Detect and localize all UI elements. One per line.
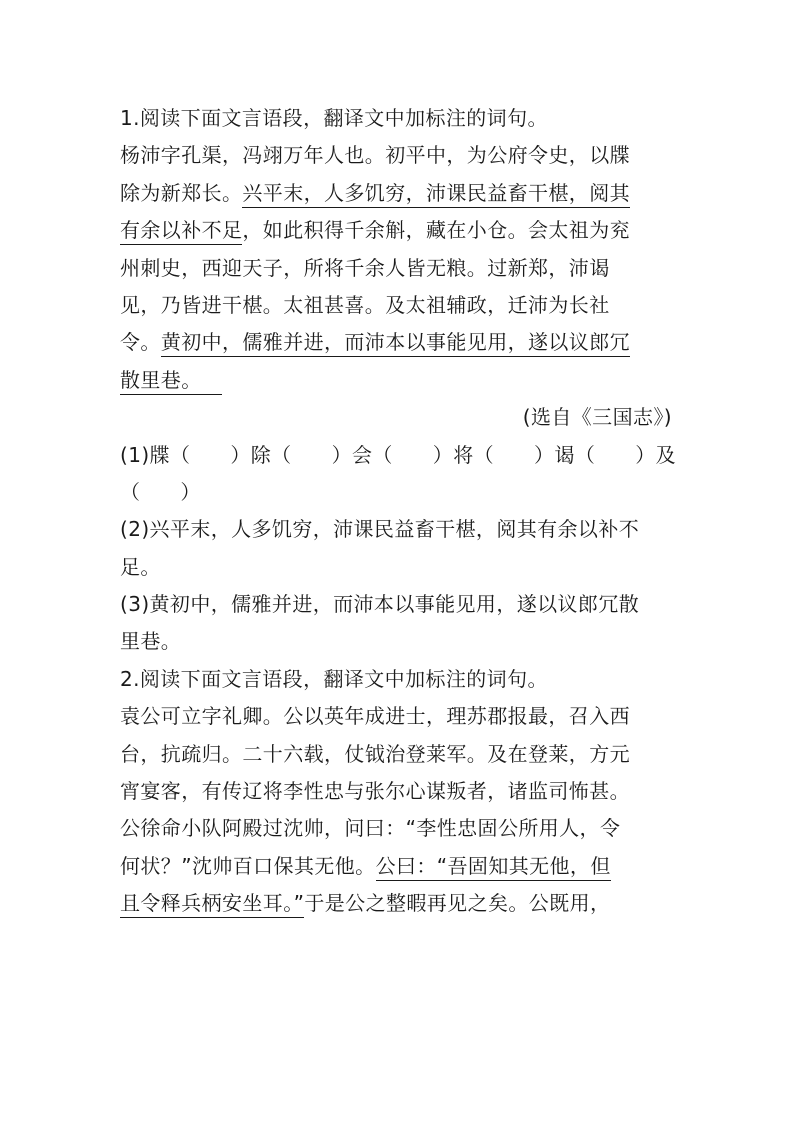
passage-2-line: 袁公可立字礼卿。公以英年成进士，理苏郡报最，召入西 bbox=[120, 704, 630, 729]
underlined-sentence: 有余以补不足 bbox=[120, 218, 242, 245]
sub-question-3: 里巷。 bbox=[120, 629, 182, 654]
passage-2-line: 宵宴客，有传辽将李性忠与张尔心谋叛者，诸监司怖甚。 bbox=[120, 779, 630, 804]
passage-1-line: 州刺史，西迎天子，所将千余人皆无粮。过新郑，沛谒 bbox=[120, 255, 610, 280]
passage-1-line: 见，乃皆进干椹。太祖甚喜。及太祖辅政，迁沛为长社 bbox=[120, 292, 610, 317]
underlined-sentence: 公曰：“吾固知其无他，但 bbox=[376, 854, 611, 881]
question-1-title: 1.阅读下面文言语段，翻译文中加标注的词句。 bbox=[120, 106, 548, 130]
passage-1-line: 除为新郑长。兴平末，人多饥穷，沛课民益畜干椹，阅其 bbox=[120, 175, 680, 212]
question-2-title: 2.阅读下面文言语段，翻译文中加标注的词句。 bbox=[120, 666, 548, 691]
underlined-sentence: 且令释兵柄安坐耳。” bbox=[120, 891, 304, 918]
answer-blank: （ ） bbox=[120, 479, 201, 504]
passage-1-line: 杨沛字孔渠，冯翊万年人也。初平中，为公府令史，以牒 bbox=[120, 143, 630, 168]
source-citation: (选自《三国志》) bbox=[522, 405, 672, 430]
passage-2-line: 公徐命小队阿殿过沈帅，问曰：“李性忠固公所用人，令 bbox=[120, 816, 621, 841]
sub-question-2: (2)兴平末，人多饥穷，沛课民益畜干椹，阅其有余以补不 bbox=[120, 517, 640, 542]
passage-2-line: 且令释兵柄安坐耳。”于是公之整暇再见之矣。公既用， bbox=[120, 885, 680, 922]
passage-1-line: 令。黄初中，儒雅并进，而沛本以事能见用，遂以议郎冗 bbox=[120, 324, 680, 361]
sub-question-1: (1)牒（ ）除（ ）会（ ）将（ ）谒（ ）及 bbox=[120, 442, 677, 467]
passage-1-line bbox=[120, 362, 680, 399]
underlined-sentence: 黄初中，儒雅并进，而沛本以事能见用，遂以议郎冗 bbox=[161, 330, 630, 357]
sub-question-2: 足。 bbox=[120, 554, 161, 579]
underlined-sentence: 散里巷。 bbox=[120, 368, 202, 395]
underlined-sentence: 兴平末，人多饥穷，沛课民益畜干椹，阅其 bbox=[242, 181, 630, 208]
sub-question-3: (3)黄初中，儒雅并进，而沛本以事能见用，遂以议郎冗散 bbox=[120, 592, 640, 617]
document-body bbox=[120, 100, 680, 923]
passage-2-line: 台，抗疏归。二十六载，仗钺治登莱军。及在登莱，方元 bbox=[120, 741, 630, 766]
passage-1-line: 有余以补不足，如此积得千余斛，藏在小仓。会太祖为兖 bbox=[120, 212, 680, 249]
passage-2-line: 何状？”沈帅百口保其无他。公曰：“吾固知其无他，但 bbox=[120, 848, 680, 885]
